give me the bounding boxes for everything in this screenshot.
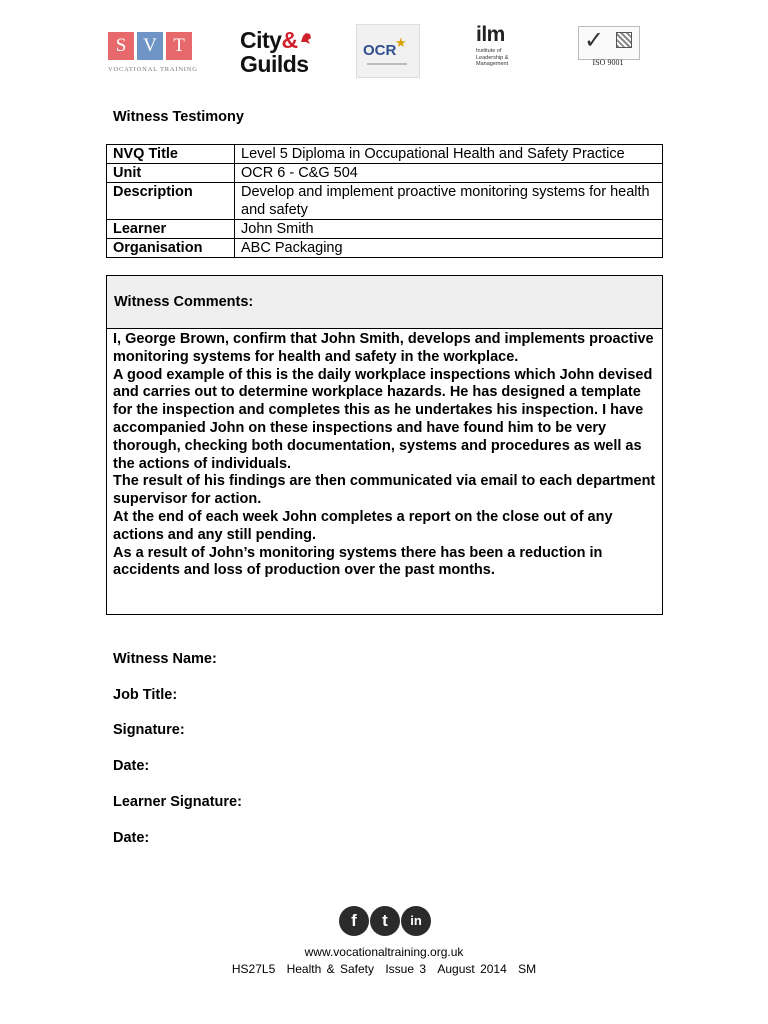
checkmark-icon: ✓ bbox=[584, 27, 605, 54]
organisation-label: Organisation bbox=[107, 239, 235, 258]
footer-initials: SM bbox=[518, 962, 537, 976]
ilm-subtitle-line: Institute of bbox=[476, 48, 502, 54]
table-row bbox=[107, 145, 663, 164]
page-title: Witness Testimony bbox=[113, 109, 244, 125]
twitter-icon[interactable]: t bbox=[370, 906, 400, 936]
city-guilds-logo bbox=[240, 28, 316, 80]
iso-logo-text: ISO 9001 bbox=[592, 58, 624, 67]
date-label: Date: bbox=[113, 830, 150, 846]
witness-comments-header bbox=[107, 276, 662, 329]
nvq-title-label: NVQ Title bbox=[107, 145, 235, 164]
ocr-logo-underline bbox=[367, 63, 407, 65]
comment-paragraph: At the end of each week John completes a report on the close out of any actions and any still pending. bbox=[113, 508, 613, 543]
city-guilds-line1: City bbox=[240, 27, 282, 53]
linkedin-icon[interactable]: in bbox=[401, 906, 431, 936]
witness-comments-box bbox=[106, 275, 663, 615]
svt-subtitle: VOCATIONAL TRAINING bbox=[108, 66, 198, 73]
facebook-icon[interactable]: f bbox=[339, 906, 369, 936]
city-guilds-line2: Guilds bbox=[240, 51, 309, 77]
svt-letter-t: T bbox=[166, 32, 192, 60]
unit-value: OCR 6 - C&G 504 bbox=[235, 164, 663, 183]
svt-letter-s: S bbox=[108, 32, 134, 60]
witness-comments-body bbox=[107, 329, 662, 580]
ilm-logo bbox=[476, 24, 530, 72]
comment-paragraph: A good example of this is the daily workplace inspections which John devised and carries out to determine workplace hazards. He has designed a template for the inspection and completes this as he undertakes his inspection. I have accompanied John on these inspections and have found him to be very thorough, checking both documentation, systems and procedures as well as the actions of individuals. bbox=[113, 366, 653, 472]
witness-name-label: Witness Name: bbox=[113, 651, 217, 667]
footer-document-reference bbox=[0, 962, 768, 976]
table-row bbox=[107, 220, 663, 239]
comment-paragraph: As a result of John’s monitoring systems there has been a reduction in accidents and loss of production over the past months. bbox=[113, 544, 603, 579]
svt-logo bbox=[108, 32, 196, 78]
learner-value: John Smith bbox=[235, 220, 663, 239]
ocr-logo-text: OCR bbox=[363, 42, 397, 59]
ilm-subtitle-line: Leadership & bbox=[476, 54, 509, 61]
comment-paragraph: I, George Brown, confirm that John Smith, develops and implements proactive monitoring systems for health and safety in the workplace. bbox=[113, 331, 654, 365]
table-row bbox=[107, 164, 663, 183]
city-guilds-ampersand: & bbox=[281, 27, 298, 53]
star-icon: ★ bbox=[395, 35, 407, 50]
table-row bbox=[107, 183, 663, 220]
footer-date: August 2014 bbox=[437, 962, 507, 976]
svt-letter-v: V bbox=[137, 32, 163, 60]
footer-issue: Issue 3 bbox=[385, 962, 427, 976]
witness-comments-heading: Witness Comments: bbox=[114, 294, 254, 310]
footer-code: HS27L5 bbox=[231, 962, 276, 976]
footer-subject: Health & Safety bbox=[286, 962, 374, 976]
description-value: Develop and implement proactive monitoring systems for health and safety bbox=[235, 183, 663, 220]
learner-signature-label: Learner Signature: bbox=[113, 794, 242, 810]
ilm-logo-mark: ilm bbox=[476, 23, 505, 46]
iso-9001-logo bbox=[578, 26, 638, 70]
lion-icon bbox=[298, 30, 314, 46]
comment-paragraph: The result of his findings are then communicated via email to each department supervisor for action. bbox=[113, 473, 656, 508]
ocr-logo bbox=[356, 24, 420, 78]
organisation-value: ABC Packaging bbox=[235, 239, 663, 258]
ilm-subtitle-line: Management bbox=[476, 61, 509, 67]
date-label: Date: bbox=[113, 758, 150, 774]
learner-label: Learner bbox=[107, 220, 235, 239]
signature-label: Signature: bbox=[113, 722, 185, 738]
certification-mark-icon bbox=[616, 32, 632, 48]
table-row bbox=[107, 239, 663, 258]
details-table bbox=[106, 144, 663, 258]
description-label: Description bbox=[107, 183, 235, 220]
footer-website-link[interactable]: www.vocationaltraining.org.uk bbox=[304, 945, 464, 959]
job-title-label: Job Title: bbox=[113, 687, 178, 703]
nvq-title-value: Level 5 Diploma in Occupational Health and Safety Practice bbox=[235, 145, 663, 164]
unit-label: Unit bbox=[107, 164, 235, 183]
